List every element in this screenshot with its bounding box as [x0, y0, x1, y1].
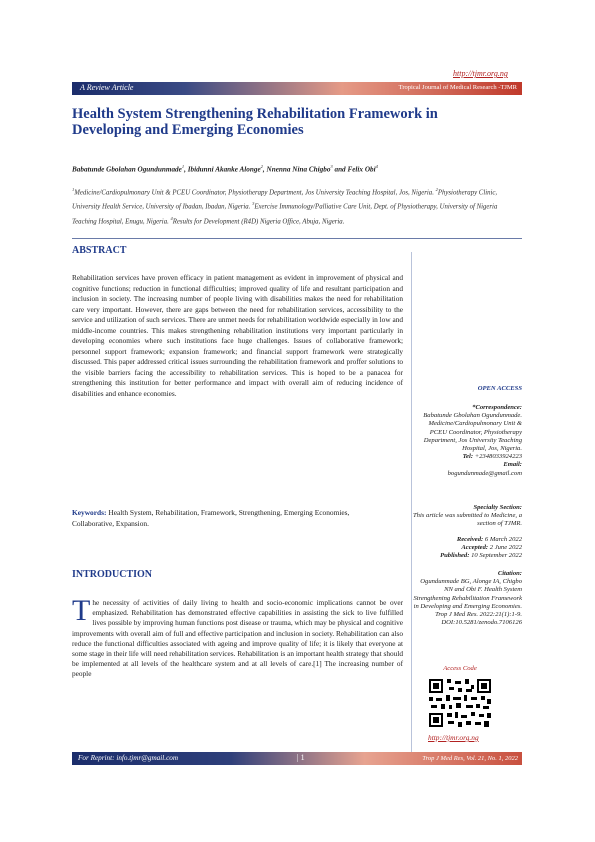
email-value[interactable]: bogundunmade@gmail.com — [447, 469, 522, 477]
received-date: 6 March 2022 — [484, 536, 522, 543]
introduction-body: he necessity of activities of daily living to health and socio-economic implications cannot be over emphasized. Rehabilitation has demonstrated effective capabilities in assisting the sick to live fulfilled lives possible by improving human functions post disease or trauma, which may be physical and cognitive improvements with overall aim of full and effective participation and inclusion in society. Rehabilitation can also reduce the functional difficulties associated with ageing and improve quality of life; it is likely that everyone at some stage in their life will need rehabilitation services. Rehabilitation is an important health strategy that should be implemented at all levels of the healthcare system and at all levels of care.[1] The increasing number of people — [72, 598, 403, 679]
author-sup: 2 — [260, 164, 263, 169]
citation-block — [413, 570, 522, 627]
accepted-label: Accepted: — [461, 544, 489, 552]
column-divider — [411, 252, 412, 752]
accepted-date: 2 June 2022 — [489, 544, 522, 552]
author-sep: , — [184, 165, 188, 174]
keywords — [72, 508, 392, 529]
affil-sup: 3 — [252, 201, 255, 207]
access-code-label: Access Code — [443, 665, 477, 672]
qr-code-icon — [427, 677, 493, 729]
correspondence-label: *Correspondence: — [472, 404, 522, 411]
correspondence-block — [413, 404, 522, 478]
affil-sup: 1 — [72, 187, 75, 192]
published-label: Published: — [440, 552, 470, 560]
tel-label: Tel: — [462, 453, 474, 461]
article-title: Health System Strengthening Rehabilitation Framework in Developing and Emerging Economies — [72, 106, 438, 138]
affiliation-text: Physiotherapy Clinic, University Health Service, University of Ibadan, Ibadan, Nigeria. — [72, 189, 498, 211]
citation-doi[interactable]: DOI:10.5281/zenodo.7106126 — [441, 619, 522, 627]
author-name: Ibidunni Akanke Alonge — [187, 165, 261, 174]
affil-sup: 2 — [435, 187, 438, 192]
keywords-label: Keywords: — [72, 508, 107, 517]
published-date: 10 September 2022 — [471, 552, 522, 560]
specialty-block — [413, 504, 522, 529]
header-banner — [72, 82, 522, 95]
affil-sup: 4 — [170, 215, 173, 221]
citation-text: Ogundunmade BG, Alonge IA, Chigbo NN and Obi F. Health System Strengthening Rehabilitation Framework in Developing and Emerging Economies. — [413, 578, 522, 610]
email-label: Email: — [503, 461, 522, 469]
footer-banner — [72, 752, 522, 765]
journal-name: Tropical Journal of Medical Research -TJMR — [398, 84, 517, 91]
page-number: | 1 — [297, 753, 305, 762]
affiliation-text: Results for Development (R4D) Nigeria Office, Abuja, Nigeria. — [172, 217, 345, 225]
author-name: Felix Obi — [347, 165, 376, 174]
abstract-heading: ABSTRACT — [72, 245, 127, 256]
correspondence-text: Babatunde Gbolahan Ogundunmade. Medicine/Cardiopulmonary Unit & PCEU Coordinator, Physiotherapy Department, Jos University Teaching Hospital, Jos, Nigeria. — [423, 412, 522, 453]
citation-label: Citation: — [497, 570, 522, 577]
divider — [72, 238, 522, 239]
introduction-heading: INTRODUCTION — [72, 569, 153, 580]
introduction-text — [72, 594, 403, 680]
specialty-text: This article was submitted to Medicine, a section of TJMR. — [413, 512, 522, 528]
keywords-text: Health System, Rehabilitation, Framework, Strengthening, Emerging Economies, Collaborative, Expansion. — [72, 508, 350, 528]
tel-value: +2348033924223 — [474, 453, 522, 461]
abstract-text: Rehabilitation services have proven efficacy in patient management as evident in improvement of physical and cognitive functions; reduction in functional difficulties; improved quality of life and resultant participation and inclusion in society. The increasing number of people living with disabilities makes the need for rehabilitation care very important. However, there are gaps between the need for rehabilitation services, accessibility to the service and utilization of such services. There are unmet needs for rehabilitation worldwide especially in low and middle-income countries. This makes strengthening rehabilitation institutions very important particularly in developing economies where such institutions face huge challenges. Issues of collaborative framework; personnel support framework; expansion framework; and financial support framework were strategically discussed. This paper addressed critical issues surrounding the rehabilitation framework and proffer solutions to the visible barriers facing the accessibility to rehabilitation services. This is hoped to be a panacea for strengthening this institution for better performance and impact with overall aim of reducing incidence of disabilities and enhance economies. — [72, 273, 403, 398]
citation-journal: Trop J Med Res. 2022:21(1):1-9. — [435, 611, 522, 619]
author-sup: 3 — [330, 164, 333, 169]
affiliation-text: Exercise Immunology/Palliative Care Unit, Dept. of Physiotherapy, University of Nigeria Teaching Hospital, Enugu, Nigeria. — [72, 203, 498, 225]
author-sup: 4 — [375, 164, 378, 169]
specialty-label: Specialty Section: — [473, 504, 522, 511]
open-access-label — [413, 385, 522, 393]
access-url-link[interactable]: http://tjmr.org.ng — [428, 733, 479, 742]
affiliations — [72, 184, 522, 227]
received-label: Received: — [456, 536, 484, 543]
author-name: Babatunde Gbolahan Ogundunmade — [72, 165, 182, 174]
dates-block — [413, 536, 522, 561]
author-name: Nnenna Nina Chigbo — [266, 165, 331, 174]
page-number-value: 1 — [300, 753, 305, 762]
journal-reference: Trop J Med Res, Vol. 21, No. 1, 2022 — [422, 754, 518, 762]
article-type-label: A Review Article — [80, 83, 134, 92]
author-sup: 1 — [181, 164, 185, 169]
drop-cap: T — [72, 594, 91, 627]
open-access-text: OPEN ACCESS — [477, 385, 522, 392]
affiliation-text: Medicine/Cardiopulmonary Unit & PCEU Coordinator, Physiotherapy Department, Jos University Teaching Hospital, Jos, Nigeria. — [74, 189, 434, 197]
author-sep: , — [262, 165, 267, 174]
author-list — [72, 164, 378, 173]
reprint-info: For Reprint: info.tjmr@gmail.com — [78, 754, 179, 762]
journal-url-link[interactable]: http://tjmr.org.ng — [453, 69, 508, 78]
author-sep: and — [332, 165, 348, 174]
